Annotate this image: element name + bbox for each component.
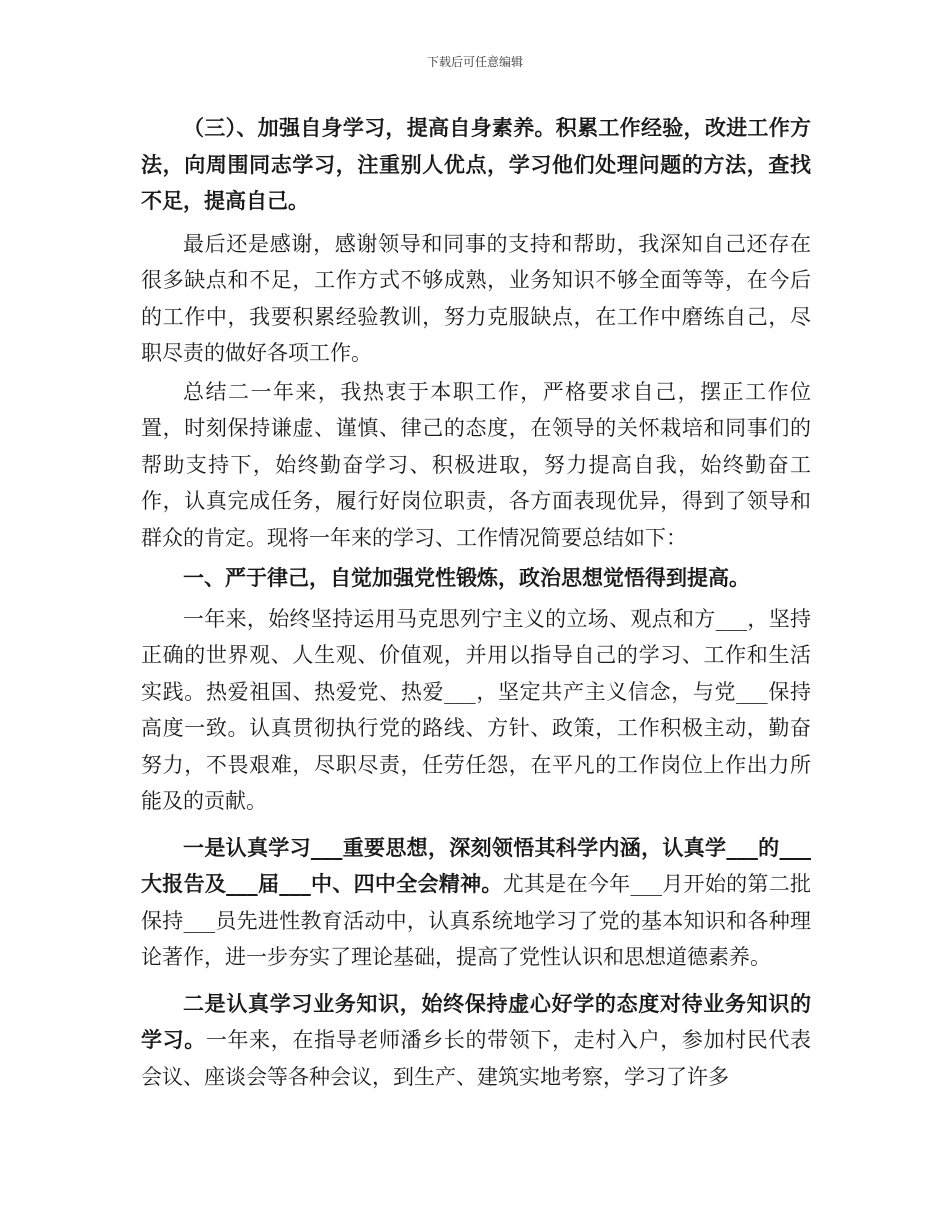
paragraph-point-two	[141, 986, 811, 1096]
page-header: 下载后可任意编辑	[426, 55, 523, 69]
paragraph-bold-lead: 一是认真学习___重要思想，深刻领悟其科学内涵，认真学___的___大报告及___届___中、四中全会精神。	[141, 834, 811, 896]
paragraph-political-study	[141, 601, 811, 820]
paragraph-bold-lead: （三）、加强自身学习，提高自身素养。积累工作经验，改进工作方法，向周围同志学习，注重别人优点，学习他们处理问题的方法，查找不足，提高自己。	[141, 115, 811, 213]
paragraph-text: 一年来，始终坚持运用马克思列宁主义的立场、观点和方___，坚持正确的世界观、人生观、价值观，并用以指导自己的学习、工作和生活实践。热爱祖国、热爱党、热爱___，坚定共产主义信念，与党___保持高度一致。认真贯彻执行党的路线、方针、政策，工作积极主动，勤奋努力，不畏艰难，尽职尽责，任劳任怨，在平凡的工作岗位上作出力所能及的贡献。	[141, 606, 811, 813]
paragraph-heading-one	[141, 560, 811, 597]
paragraph-section-three	[141, 110, 811, 220]
document-body	[141, 110, 811, 1095]
paragraph-bold-lead: 二是认真学习业务知识，始终保持虚心好学的态度对待业务知识的学习。	[141, 990, 811, 1052]
paragraph-point-one	[141, 830, 811, 976]
paragraph-text: 最后还是感谢，感谢领导和同事的支持和帮助，我深知自己还存在很多缺点和不足，工作方式不够成熟，业务知识不够全面等等，在今后的工作中，我要积累经验教训，努力克服缺点，在工作中磨练自己，尽职尽责的做好各项工作。	[141, 231, 811, 365]
paragraph-summary-intro	[141, 374, 811, 557]
paragraph-text: 总结二一年来，我热衷于本职工作，严格要求自己，摆正工作位置，时刻保持谦虚、谨慎、律己的态度，在领导的关怀栽培和同事们的帮助支持下，始终勤奋学习、积极进取，努力提高自我，始终勤奋工作，认真完成任务，履行好岗位职责，各方面表现优异，得到了领导和群众的肯定。现将一年来的学习、工作情况简要总结如下：	[141, 379, 811, 550]
paragraph-bold-lead: 一、严于律己，自觉加强党性锻炼，政治思想觉悟得到提高。	[183, 565, 750, 590]
paragraph-text: 一年来，在指导老师潘乡长的带领下，走村入户，参加村民代表会议、座谈会等各种会议，到生产、建筑实地考察，学习了许多	[141, 1028, 812, 1089]
paragraph-thanks	[141, 226, 811, 372]
paragraph-text: 尤其是在今年___月开始的第二批保持___员先进性教育活动中，认真系统地学习了党的基本知识和各种理论著作，进一步夯实了理论基础，提高了党性认识和思想道德素养。	[141, 872, 812, 969]
